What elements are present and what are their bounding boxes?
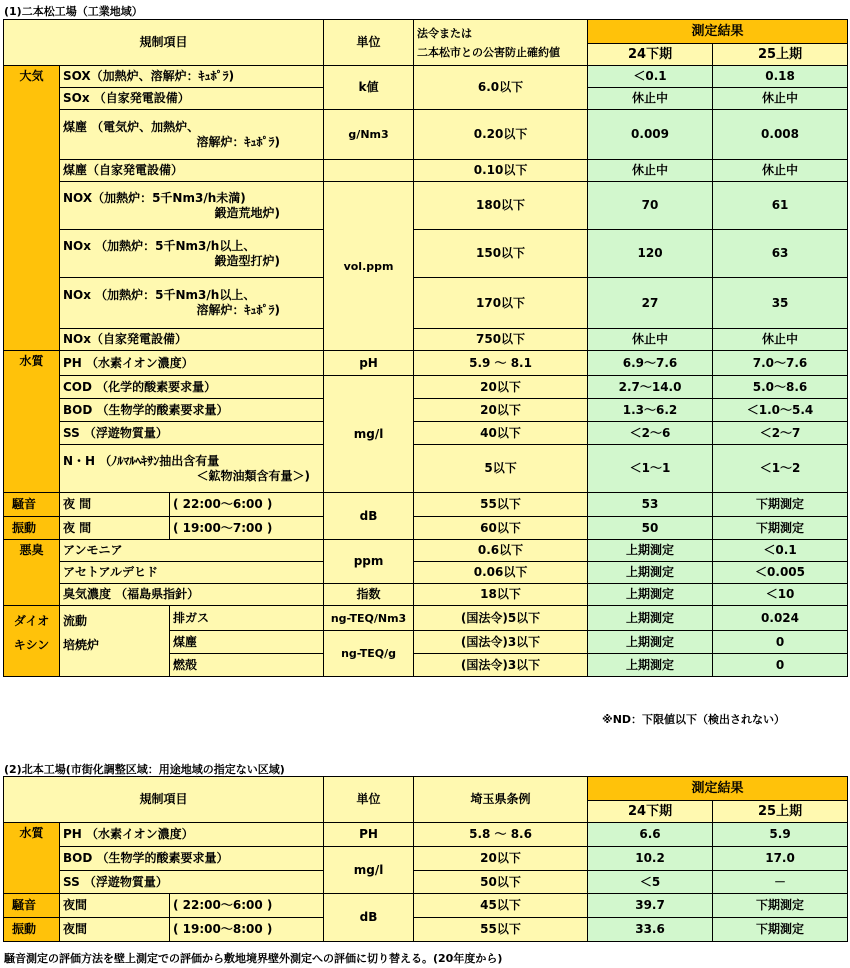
vibration-item: 夜 間 (60, 517, 170, 540)
air-item-3a: 煤塵 （電気炉、加熱炉、 (63, 119, 200, 134)
water-limit-1: 5.9 ～ 8.1 (414, 351, 588, 376)
water2-r2-2: 17.0 (713, 847, 848, 871)
air-r1-6: 120 (588, 230, 713, 278)
water-item-5a: N・H （ﾉﾙﾏﾙﾍｷｻﾝ抽出含有量 (63, 453, 220, 468)
air-item-8: NOx（自家発電設備） (60, 329, 324, 351)
air-item-6a: NOx （加熱炉：5千Nm3/h以上、 (63, 238, 256, 253)
air-r1-4: 休止中 (588, 160, 713, 182)
water-item-5 (60, 445, 324, 493)
air-limit-6: 150以下 (414, 230, 588, 278)
water2-unit-ph: PH (324, 823, 414, 847)
water-r2-2: 5.0～8.6 (713, 376, 848, 399)
odor-unit-ppm: ppm (324, 540, 414, 584)
air-item-6b: 鍛造型打炉) (214, 253, 281, 268)
air-r1-7: 27 (588, 278, 713, 329)
noise2-item: 夜間 (60, 894, 170, 918)
category-dioxin (4, 606, 60, 677)
air-r2-5: 61 (713, 182, 848, 230)
header2-limit: 埼玉県条例 (414, 777, 588, 823)
noise2-limit: 45以下 (414, 894, 588, 918)
water2-unit-mgl: mg/l (324, 847, 414, 894)
dioxin-unit-g: ng-TEQ/g (324, 631, 414, 677)
odor-item-3: 臭気濃度 （福島県指針） (60, 584, 324, 606)
noise-r2: 下期測定 (713, 493, 848, 517)
air-r2-3: 0.008 (713, 110, 848, 160)
dioxin-unit-nm3: ng-TEQ/Nm3 (324, 606, 414, 631)
water2-r1-1: 6.6 (588, 823, 713, 847)
odor-r2-1: ＜0.1 (713, 540, 848, 562)
water-r1-2: 2.7～14.0 (588, 376, 713, 399)
odor-r1-1: 上期測定 (588, 540, 713, 562)
air-item-7 (60, 278, 324, 329)
category2-water: 水質 (4, 823, 60, 894)
dioxin-r1-1: 上期測定 (588, 606, 713, 631)
dioxin-limit-2: (国法令)3以下 (414, 631, 588, 654)
dioxin-r1-3: 上期測定 (588, 654, 713, 677)
header2-item: 規制項目 (4, 777, 324, 823)
air-limit-1: 6.0以下 (414, 66, 588, 110)
water-unit-ph: pH (324, 351, 414, 376)
water-r2-4: ＜2～7 (713, 422, 848, 445)
odor-r2-3: ＜10 (713, 584, 848, 606)
vibration2-item: 夜間 (60, 918, 170, 942)
air-limit-7: 170以下 (414, 278, 588, 329)
category2-noise: 騒音 (4, 894, 60, 918)
air-r2-6: 63 (713, 230, 848, 278)
air-item-5 (60, 182, 324, 230)
noise-r1: 53 (588, 493, 713, 517)
air-item-3b: 溶解炉：ｷｭﾎﾟﾗ) (196, 134, 281, 149)
water-item-2: COD （化学的酸素要求量） (60, 376, 324, 399)
air-r1-8: 休止中 (588, 329, 713, 351)
header-unit: 単位 (324, 20, 414, 66)
header2-period1: 24下期 (588, 801, 713, 823)
air-r2-4: 休止中 (713, 160, 848, 182)
air-item-4: 煤塵（自家発電設備） (60, 160, 324, 182)
water2-limit-1: 5.8 ～ 8.6 (414, 823, 588, 847)
dioxin-item-2: 煤塵 (170, 631, 324, 654)
section2-caption: (2)北本工場(市街化調整区域：用途地域の指定ない区域) (4, 763, 285, 776)
vibration-r2: 下期測定 (713, 517, 848, 540)
noise2-time: ( 22:00～6:00 ) (170, 894, 324, 918)
dioxin-source (60, 606, 170, 677)
category-water: 水質 (4, 351, 60, 493)
dioxin-limit-3: (国法令)3以下 (414, 654, 588, 677)
noise2-r2: 下期測定 (713, 894, 848, 918)
air-r1-2: 休止中 (588, 88, 713, 110)
air-item-5a: NOX（加熱炉：5千Nm3/h未満) (63, 190, 246, 205)
header-period2: 25上期 (713, 44, 848, 66)
air-r1-1: ＜0.1 (588, 66, 713, 88)
water-r2-1: 7.0～7.6 (713, 351, 848, 376)
air-r2-7: 35 (713, 278, 848, 329)
odor-limit-2: 0.06以下 (414, 562, 588, 584)
noise-item: 夜 間 (60, 493, 170, 517)
vibration2-time: ( 19:00～8:00 ) (170, 918, 324, 942)
water-r2-3: ＜1.0～5.4 (713, 399, 848, 422)
air-unit-gnm3: g/Nm3 (324, 110, 414, 160)
category-vibration: 振動 (4, 517, 60, 540)
water-r2-5: ＜1～2 (713, 445, 848, 493)
noise2-r1: 39.7 (588, 894, 713, 918)
vibration2-limit: 55以下 (414, 918, 588, 942)
water2-item-3: SS （浮遊物質量） (60, 871, 324, 894)
dioxin-source-b: 培焼炉 (63, 638, 100, 652)
category-dioxin-a: ダイオ (13, 614, 50, 628)
air-r1-5: 70 (588, 182, 713, 230)
water-item-4: SS （浮遊物質量） (60, 422, 324, 445)
air-limit-3: 0.20以下 (414, 110, 588, 160)
noise-unit-db: dB (324, 493, 414, 540)
dioxin-r2-3: 0 (713, 654, 848, 677)
air-r1-3: 0.009 (588, 110, 713, 160)
air-unit-ppm: vol.ppm (324, 182, 414, 351)
air-item-1: SOX（加熱炉、溶解炉：ｷｭﾎﾟﾗ) (60, 66, 324, 88)
air-limit-5: 180以下 (414, 182, 588, 230)
odor-r1-2: 上期測定 (588, 562, 713, 584)
odor-r2-2: ＜0.005 (713, 562, 848, 584)
header2-period2: 25上期 (713, 801, 848, 823)
air-limit-8: 750以下 (414, 329, 588, 351)
odor-limit-3: 18以下 (414, 584, 588, 606)
water-limit-4: 40以下 (414, 422, 588, 445)
nihonmatsu-table (3, 19, 848, 677)
dioxin-r1-2: 上期測定 (588, 631, 713, 654)
water-item-1: PH （水素イオン濃度） (60, 351, 324, 376)
header-period1: 24下期 (588, 44, 713, 66)
kitamoto-table (3, 776, 848, 942)
dioxin-source-a: 流動 (63, 614, 88, 628)
air-unit-k: k値 (324, 66, 414, 110)
air-item-5b: 鍛造荒地炉) (214, 205, 281, 220)
air-r2-2: 休止中 (713, 88, 848, 110)
category-noise: 騒音 (4, 493, 60, 517)
nd-footnote: ※ND：下限値以下（検出されない） (602, 713, 786, 726)
water-r1-3: 1.3～6.2 (588, 399, 713, 422)
vibration-limit: 60以下 (414, 517, 588, 540)
water-unit-mgl: mg/l (324, 376, 414, 493)
water-r1-4: ＜2～6 (588, 422, 713, 445)
water2-r2-3: － (713, 871, 848, 894)
air-item-2: SOx （自家発電設備） (60, 88, 324, 110)
water-item-5b: ＜鉱物油類含有量＞) (196, 468, 311, 483)
noise2-unit-db: dB (324, 894, 414, 942)
category-odor: 悪臭 (4, 540, 60, 606)
odor-r1-3: 上期測定 (588, 584, 713, 606)
air-item-7b: 溶解炉：ｷｭﾎﾟﾗ) (196, 303, 281, 317)
dioxin-limit-1: (国法令)5以下 (414, 606, 588, 631)
dioxin-item-1: 排ガス (170, 606, 324, 631)
water-item-3: BOD （生物学的酸素要求量） (60, 399, 324, 422)
odor-limit-1: 0.6以下 (414, 540, 588, 562)
water-r1-5: ＜1～1 (588, 445, 713, 493)
odor-item-1: アンモニア (60, 540, 324, 562)
noise-limit: 55以下 (414, 493, 588, 517)
water-limit-3: 20以下 (414, 399, 588, 422)
air-limit-4: 0.10以下 (414, 160, 588, 182)
noise-time: ( 22:00～6:00 ) (170, 493, 324, 517)
vibration-time: ( 19:00～7:00 ) (170, 517, 324, 540)
water-r1-1: 6.9～7.6 (588, 351, 713, 376)
air-r2-8: 休止中 (713, 329, 848, 351)
vibration-r1: 50 (588, 517, 713, 540)
odor-unit-index: 指数 (324, 584, 414, 606)
noise-method-footnote: 騒音測定の評価方法を壁上測定での評価から敷地境界壁外測定への評価に切り替える。(20年度から) (4, 952, 503, 965)
water2-item-2: BOD （生物学的酸素要求量） (60, 847, 324, 871)
header2-result: 測定結果 (588, 777, 848, 801)
vibration2-r1: 33.6 (588, 918, 713, 942)
water2-r2-1: 5.9 (713, 823, 848, 847)
section1-caption: (1)二本松工場（工業地域） (4, 5, 143, 18)
air-item-7a: NOx （加熱炉：5千Nm3/h以上、 (63, 288, 256, 302)
air-r2-1: 0.18 (713, 66, 848, 88)
vibration2-r2: 下期測定 (713, 918, 848, 942)
header-limit: 法令または 二本松市との公害防止確約値 (414, 20, 588, 66)
water2-item-1: PH （水素イオン濃度） (60, 823, 324, 847)
water2-r1-3: ＜5 (588, 871, 713, 894)
header-result: 測定結果 (588, 20, 848, 44)
water2-limit-2: 20以下 (414, 847, 588, 871)
dioxin-item-3: 燃殻 (170, 654, 324, 677)
air-item-3 (60, 110, 324, 160)
water2-r1-2: 10.2 (588, 847, 713, 871)
water-limit-2: 20以下 (414, 376, 588, 399)
air-unit-blank (324, 160, 414, 182)
water-limit-5: 5以下 (414, 445, 588, 493)
category-dioxin-b: キシン (13, 638, 50, 652)
dioxin-r2-1: 0.024 (713, 606, 848, 631)
air-item-6 (60, 230, 324, 278)
odor-item-2: アセトアルデヒド (60, 562, 324, 584)
category-air: 大気 (4, 66, 60, 351)
water2-limit-3: 50以下 (414, 871, 588, 894)
category2-vibration: 振動 (4, 918, 60, 942)
header2-unit: 単位 (324, 777, 414, 823)
header-item: 規制項目 (4, 20, 324, 66)
dioxin-r2-2: 0 (713, 631, 848, 654)
